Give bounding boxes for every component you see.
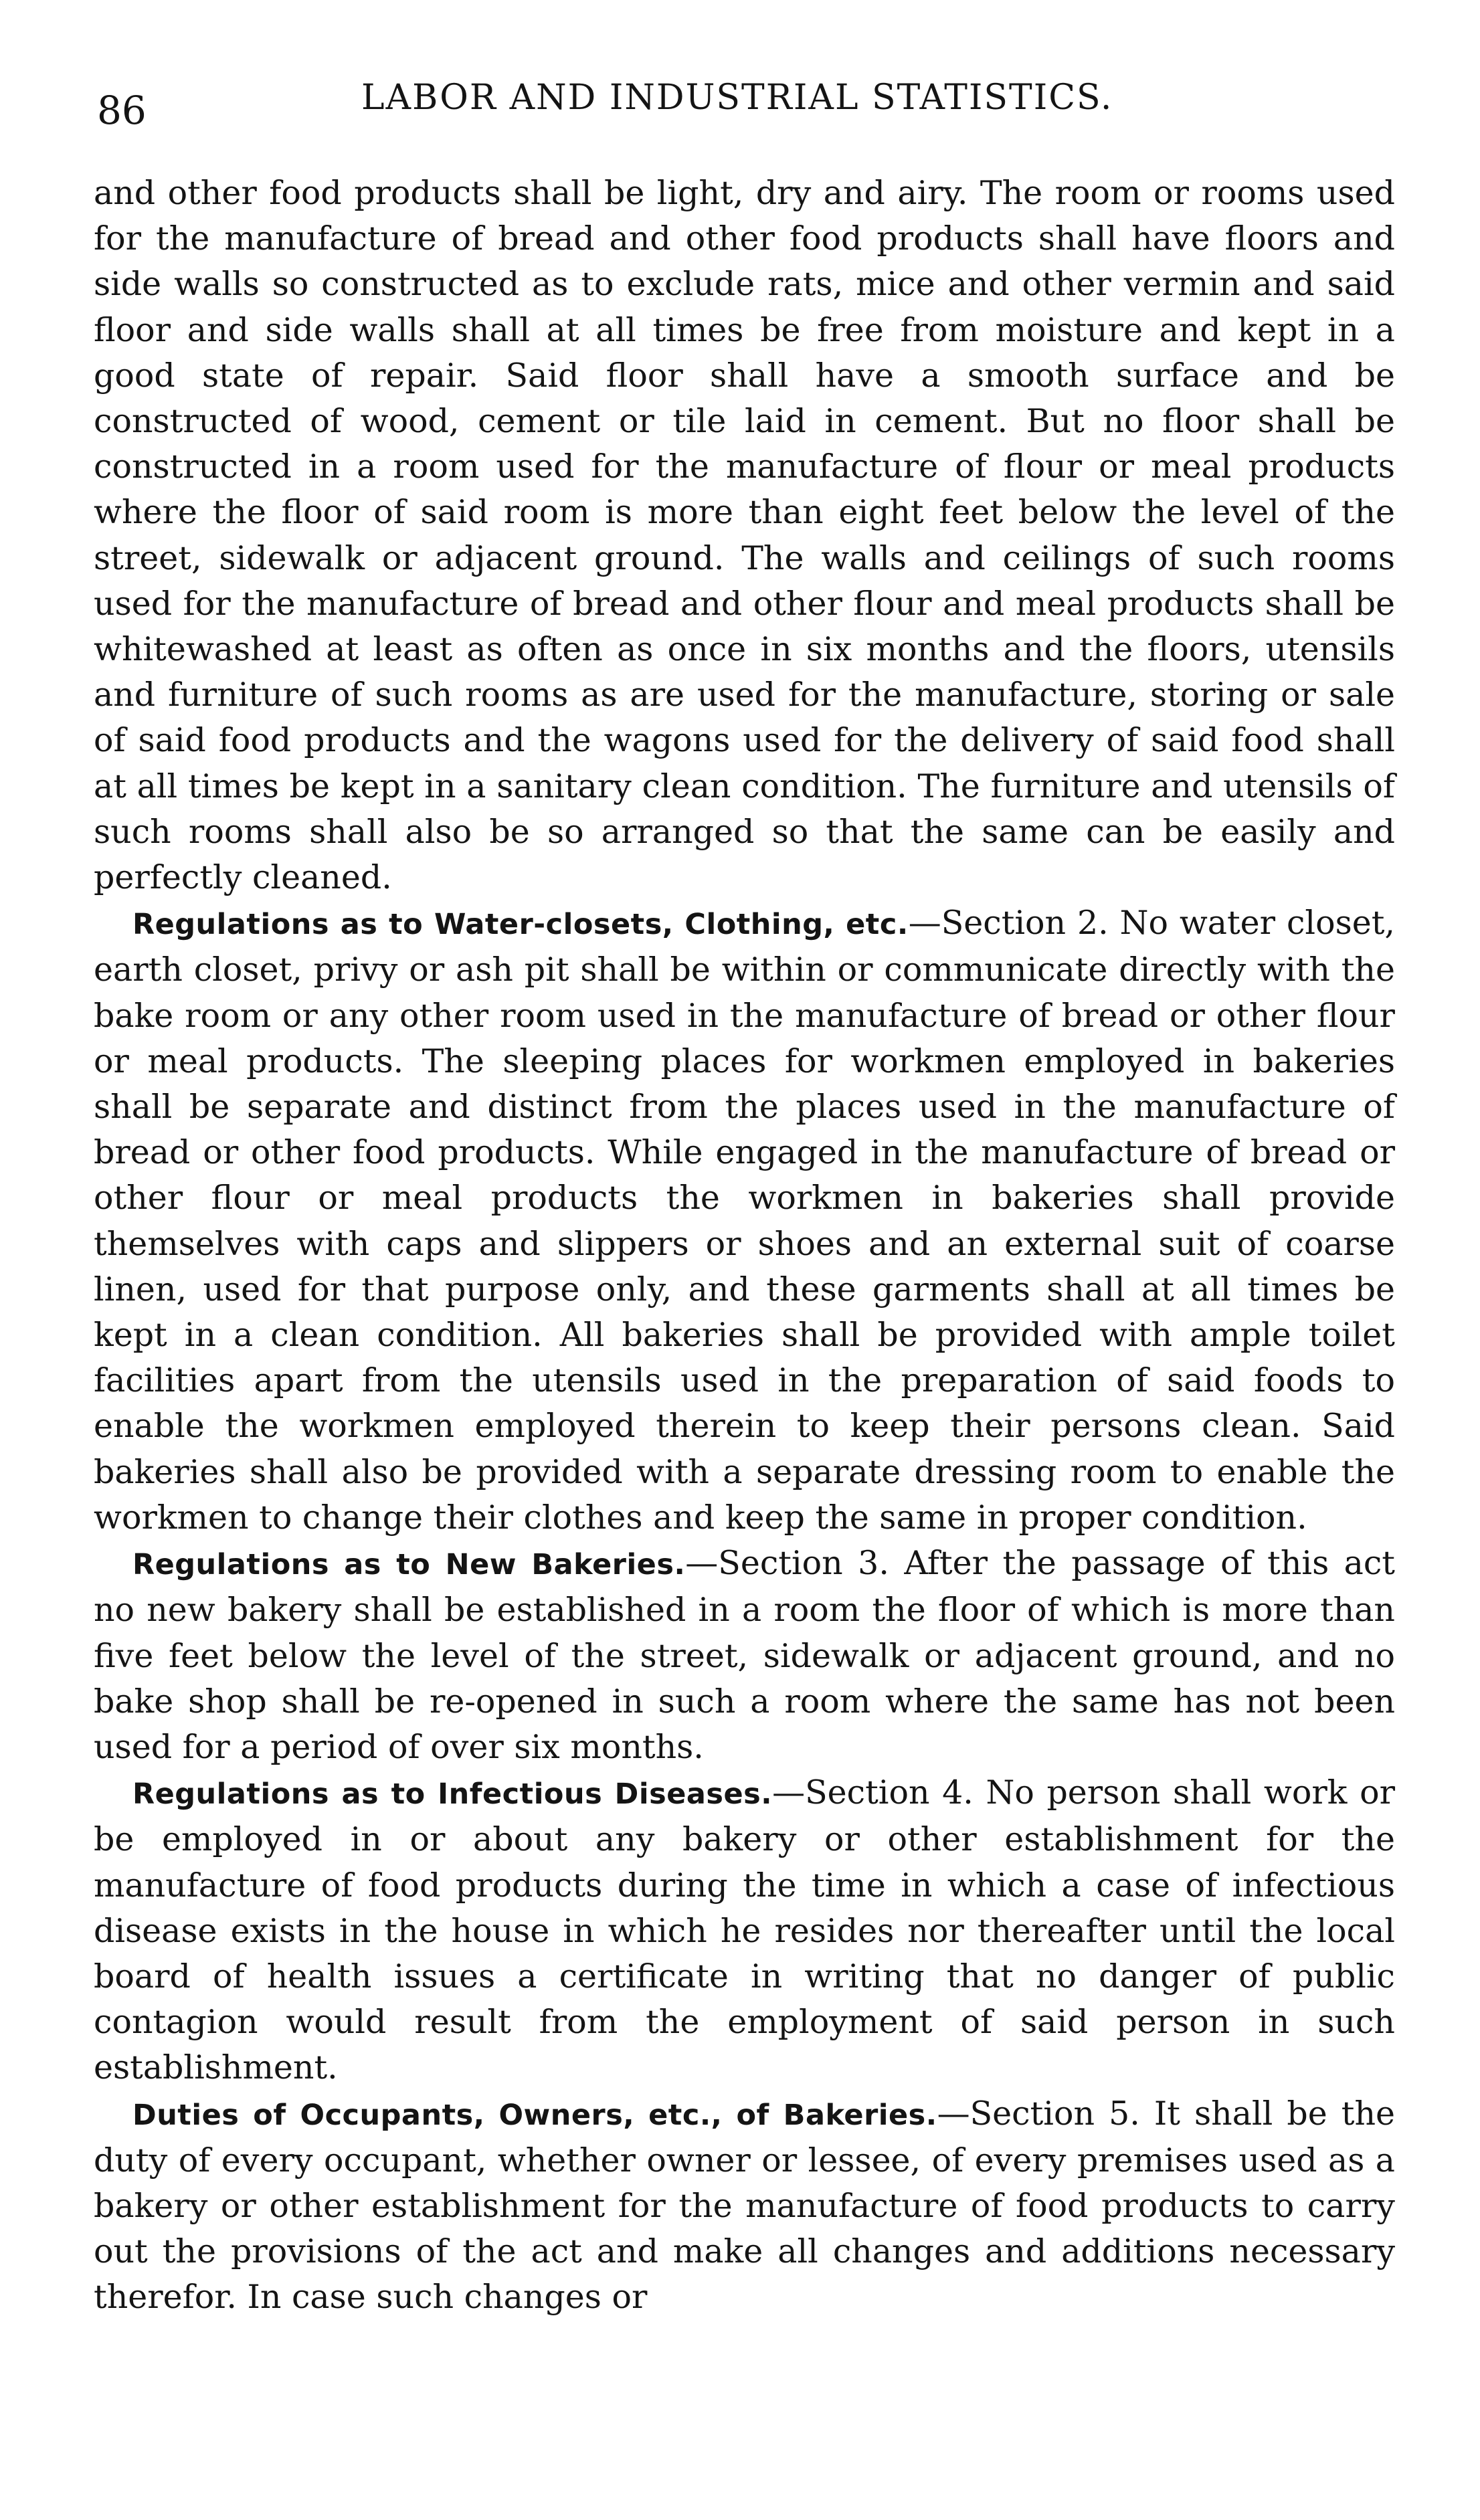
- paragraph-section-2: [94, 900, 1395, 1541]
- paragraph-text: —Section 2. No water closet, earth closet, privy or ash pit shall be within or communicate directly with the bake room or any other room used in the manufacture of bread or other flour or meal products. The sleeping places for workmen employed in bakeries shall be separate and distinct from the places used in the manufacture of bread or other food products. While engaged in the manufacture of bread or other flour or meal products the workmen in bakeries shall provide themselves with caps and slippers or shoes and an external suit of coarse linen, used for that purpose only, and these garments shall at all times be kept in a clean condition. All bakeries shall be provided with ample toilet facilities apart from the utensils used in the preparation of said foods to enable the workmen employed therein to keep their persons clean. Said bakeries shall also be provided with a separate dressing room to enable the workmen to change their clothes and keep the same in proper condition.: [94, 904, 1395, 1537]
- section-heading: Regulations as to Water-closets, Clothing, etc.: [132, 908, 909, 942]
- section-heading: Regulations as to New Bakeries.: [132, 1548, 686, 1582]
- paragraph-text: and other food products shall be light, dry and airy. The room or rooms used for the manufacture of bread and other food products shall have floors and side walls so constructed as to exclude rats, mice and other vermin and said floor and side walls shall at all times be free from moisture and kept in a good state of repair. Said floor shall have a smooth surface and be constructed of wood, cement or tile laid in cement. But no floor shall be constructed in a room used for the manufacture of flour or meal products where the floor of said room is more than eight feet below the level of the street, sidewalk or adjacent ground. The walls and ceilings of such rooms used for the manufacture of bread and other flour and meal products shall be whitewashed at least as often as once in six months and the floors, utensils and furniture of such rooms as are used for the manufacture, storing or sale of said food products and the wagons used for the delivery of said food shall at all times be kept in a sanitary clean condition. The furniture and utensils of such rooms shall also be so arranged so that the same can be easily and perfectly cleaned.: [94, 174, 1395, 897]
- paragraph-continuation: [94, 171, 1395, 900]
- paragraph-text: —Section 5. It shall be the duty of every occupant, whether owner or lessee, of every premises used as a bakery or other establishment for the manufacture of food products to carry out the provisions of the act and make all changes and additions necessary therefor. In case such changes or: [94, 2094, 1395, 2317]
- section-heading: Regulations as to Infectious Diseases.: [132, 1777, 773, 1812]
- paragraph-text: —Section 4. No person shall work or be employed in or about any bakery or other establishment for the manufacture of food products during the time in which a case of infectious disease exists in the house in which he resides nor thereafter until the local board of health issues a certificate in writing that no danger of public contagion would result from the employment of said person in such establishment.: [94, 1773, 1395, 2087]
- section-heading: Duties of Occupants, Owners, etc., of Bakeries.: [132, 2098, 937, 2132]
- paragraph-section-4: [94, 1770, 1395, 2091]
- paragraph-section-3: [94, 1541, 1395, 1770]
- page-number: 86: [97, 88, 147, 133]
- paragraph-section-5: [94, 2091, 1395, 2321]
- page-header: [97, 80, 1388, 140]
- running-title: LABOR AND INDUSTRIAL STATISTICS.: [361, 78, 1113, 118]
- paragraph-text: —Section 3. After the passage of this act no new bakery shall be established in a room the floor of which is more than five feet below the level of the street, sidewalk or adjacent ground, and no bake shop shall be re-opened in such a room where the same has not been used for a period of over six months.: [94, 1544, 1395, 1766]
- body-text: [94, 171, 1395, 2321]
